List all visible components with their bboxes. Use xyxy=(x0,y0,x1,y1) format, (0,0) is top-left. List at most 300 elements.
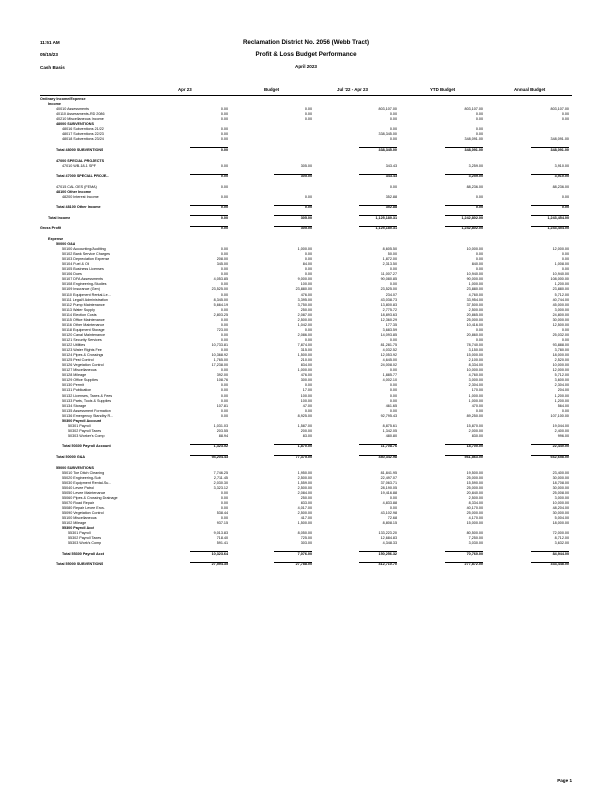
total-row xyxy=(0,205,612,210)
cell-value: 17,238.00 xyxy=(211,363,228,368)
column-header-apr23: Apr 23 xyxy=(178,87,192,92)
cell-value: 0.00 xyxy=(561,408,569,413)
cell-value: 33,954.00 xyxy=(466,297,483,302)
cell-value: 100.00 xyxy=(300,393,312,398)
page-number: Page 1 xyxy=(557,778,572,783)
cell-value: 303.00 xyxy=(300,541,312,546)
row-label: 50111 Legal/I Administration xyxy=(62,297,108,302)
cell-value: 15,000.00 xyxy=(466,353,483,358)
cell-value: 5,664.19 xyxy=(213,302,228,307)
subtotal-rule xyxy=(445,551,483,552)
row-label: 50133 Parts, Tools & Supplies xyxy=(62,398,112,403)
cell-value: 2,086.00 xyxy=(297,332,312,337)
cell-value: 14,093.85 xyxy=(380,332,397,337)
cell-value: 343.43 xyxy=(385,163,397,168)
cell-value: 1,765.00 xyxy=(213,358,228,363)
row-label: 50105 Business Licenses xyxy=(62,267,104,272)
cell-value: 3,910.00 xyxy=(554,174,569,179)
cell-value: 25,032.00 xyxy=(552,332,569,337)
cell-value: 23,525.00 xyxy=(380,287,397,292)
subtotal-rule xyxy=(190,562,228,563)
cell-value: 0.00 xyxy=(304,257,312,262)
cell-value: 0.00 xyxy=(304,194,312,199)
cell-value: 170.00 xyxy=(471,388,483,393)
cell-value: 461.65 xyxy=(385,403,397,408)
cell-value: 10,416.00 xyxy=(466,322,483,327)
cell-value: 0.00 xyxy=(475,127,483,132)
row-label: Total Income xyxy=(48,215,71,220)
cell-value: 476.00 xyxy=(300,373,312,378)
total-row xyxy=(0,148,612,153)
subtotal-rule xyxy=(359,455,397,456)
cell-value: 0.00 xyxy=(220,272,228,277)
cell-value: 5,712.00 xyxy=(554,373,569,378)
report-time: 11:51 AM xyxy=(40,40,60,45)
cell-value: 40,170.00 xyxy=(466,505,483,510)
row-label: 55080 Repair Levee Eros. xyxy=(62,505,105,510)
cell-value: 90,080.85 xyxy=(380,277,397,282)
row-label: Income xyxy=(48,102,61,107)
cell-value: 100.00 xyxy=(300,282,312,287)
cell-value: 18,000.00 xyxy=(552,521,569,526)
cell-value: 1,243,454.00 xyxy=(547,226,569,231)
cell-value: 3,030.00 xyxy=(468,541,483,546)
cell-value: 0.00 xyxy=(220,137,228,142)
subtotal-rule xyxy=(359,444,397,445)
cell-value: 90,000.00 xyxy=(466,277,483,282)
cell-value: 662,658.00 xyxy=(550,455,569,459)
cell-value: 3,323.12 xyxy=(213,485,228,490)
row-label: 40210 Miscellaneous Income xyxy=(56,117,104,122)
cell-value: 0.00 xyxy=(389,267,397,272)
cell-value: 2,030.30 xyxy=(213,480,228,485)
cell-value: 0.00 xyxy=(220,117,228,122)
cell-value: 1,000.00 xyxy=(297,247,312,252)
cell-value: 0.00 xyxy=(220,337,228,342)
row-label: 55301 Payroll xyxy=(68,531,91,536)
cell-value: 1,950.00 xyxy=(297,470,312,475)
cell-value: 0.00 xyxy=(389,368,397,373)
cell-value: 996.00 xyxy=(557,433,569,438)
cell-value: 23,525.00 xyxy=(211,287,228,292)
cell-value: 3,000.00 xyxy=(554,307,569,312)
cell-value: 333,448.00 xyxy=(550,562,569,567)
row-label: 50110 Equipment Rental-Le... xyxy=(62,292,111,297)
cell-value: 0.00 xyxy=(220,163,228,168)
row-label: 55090 Vegetation Control xyxy=(62,511,104,515)
cell-value: 803,107.00 xyxy=(464,107,483,112)
row-label: 55000 SUBVENTIONS xyxy=(56,465,94,470)
row-label: 50136 Emergency Standby R... xyxy=(62,413,114,418)
row-label: 47000 SPECIAL PROJECTS xyxy=(56,158,105,163)
cell-value: 234.07 xyxy=(385,292,397,297)
cell-value: 108,000.00 xyxy=(550,277,569,282)
report-basis: Cash Basis xyxy=(40,65,65,70)
cell-value: 0.00 xyxy=(475,132,483,137)
cell-value: 25,000.00 xyxy=(466,475,483,480)
cell-value: 8,925.00 xyxy=(297,413,312,418)
cell-value: 0.00 xyxy=(304,205,312,210)
cell-value: 84,944.00 xyxy=(552,551,569,556)
cell-value: 0.00 xyxy=(220,226,228,231)
subtotal-rule xyxy=(274,455,312,456)
cell-value: 2,520.00 xyxy=(554,358,569,363)
cell-value: 10,323.64 xyxy=(211,551,228,556)
cell-value: 12,500.00 xyxy=(552,322,569,327)
cell-value: 0.00 xyxy=(220,383,228,388)
cell-value: 4,348.33 xyxy=(382,541,397,546)
subtotal-rule xyxy=(359,174,397,175)
cell-value: 93,888.00 xyxy=(552,343,569,347)
cell-value: 0.00 xyxy=(304,252,312,257)
cell-value: 1,000.00 xyxy=(468,393,483,398)
cell-value: 348,091.00 xyxy=(464,137,483,142)
cell-value: 1,323.52 xyxy=(213,444,228,449)
row-label: 55102 Mileage xyxy=(62,521,87,526)
cell-value: 1,200.00 xyxy=(554,282,569,287)
cell-value: 13,800.83 xyxy=(380,302,397,307)
cell-value: 0.00 xyxy=(220,132,228,137)
cell-value: 2,803.25 xyxy=(213,312,228,317)
cell-value: 12,053.92 xyxy=(380,353,397,358)
total-row xyxy=(0,455,612,460)
cell-value: 0.00 xyxy=(220,348,228,353)
subtotal-rule xyxy=(190,215,228,216)
column-header-ytd-actual: Jul '22 - Apr 23 xyxy=(337,87,368,92)
organization-title: Reclamation District No. 2056 (Webb Tract) xyxy=(242,39,370,46)
cell-value: 0.00 xyxy=(475,205,483,210)
cell-value: 250.00 xyxy=(300,495,312,500)
cell-value: 0.00 xyxy=(220,408,228,413)
subtotal-rule xyxy=(445,205,483,206)
cell-value: 1,000.00 xyxy=(468,282,483,287)
row-label: 50135 Assessment Formation xyxy=(62,408,111,413)
cell-value: 25,000.00 xyxy=(466,511,483,515)
cell-value: 0.00 xyxy=(220,516,228,521)
total-row xyxy=(0,226,612,231)
row-label: 50107 DFA Assessments xyxy=(62,277,103,282)
cell-value: 20,840.00 xyxy=(466,490,483,495)
subtotal-rule xyxy=(274,551,312,552)
subtotal-rule xyxy=(359,226,397,227)
cell-value: 0.00 xyxy=(389,137,397,142)
total-row xyxy=(0,562,612,567)
row-label: 50120 Canal Maintenance xyxy=(62,332,106,337)
subtotal-rule xyxy=(274,215,312,216)
cell-value: 88.94 xyxy=(218,433,228,438)
cell-value: 2,500.00 xyxy=(297,475,312,480)
row-label: Total 55000 SUBVENTIONS xyxy=(56,562,104,567)
cell-value: 203.55 xyxy=(216,428,228,433)
row-label: Total 55300 Payroll Acct xyxy=(62,551,105,556)
cell-value: 25,008.00 xyxy=(552,490,569,495)
subtotal-rule xyxy=(531,205,569,206)
cell-value: 0.00 xyxy=(561,267,569,272)
row-label: 55040 Levee Patrol xyxy=(62,485,94,490)
cell-value: 4,002.10 xyxy=(382,378,397,383)
row-label: Total 50000 G&A xyxy=(56,455,86,459)
cell-value: 83.00 xyxy=(302,433,312,438)
cell-value: 305.00 xyxy=(300,163,312,168)
cell-value: 0.00 xyxy=(220,490,228,495)
row-label: 50127 Miscellaneous xyxy=(62,368,97,373)
cell-value: 210.00 xyxy=(300,358,312,363)
cell-value: 20,865.00 xyxy=(466,312,483,317)
cell-value: 18,000.00 xyxy=(552,353,569,358)
cell-value: 25,000.00 xyxy=(466,485,483,490)
cell-value: 3,780.00 xyxy=(554,348,569,353)
cell-value: 30,000.00 xyxy=(552,475,569,480)
cell-value: 11,007.27 xyxy=(380,272,397,277)
cell-value: 8,875.61 xyxy=(382,423,397,428)
cell-value: 78,740.00 xyxy=(466,343,483,347)
cell-value: 3,000.00 xyxy=(554,495,569,500)
cell-value: 277,872.00 xyxy=(464,562,483,567)
cell-value: 9,000.00 xyxy=(297,277,312,282)
cell-value: 22,497.07 xyxy=(380,475,397,480)
cell-value: 47.00 xyxy=(302,403,312,408)
table-row xyxy=(0,195,612,200)
column-header-budget: Budget xyxy=(264,87,280,92)
subtotal-rule xyxy=(445,215,483,216)
cell-value: 43,102.98 xyxy=(380,511,397,515)
report-title: Profit & Loss Budget Performance xyxy=(255,51,357,58)
cell-value: 480.80 xyxy=(385,433,397,438)
cell-value: 1,031.03 xyxy=(213,423,228,428)
cell-value: 3,683.59 xyxy=(382,327,397,332)
row-label: 50113 Water Supply xyxy=(62,307,96,312)
subtotal-rule xyxy=(190,147,228,148)
table-row xyxy=(0,434,612,439)
cell-value: 1,000.00 xyxy=(468,398,483,403)
cell-value: 591.41 xyxy=(216,541,228,546)
cell-value: 2,084.00 xyxy=(297,490,312,495)
cell-value: 3,259.00 xyxy=(468,174,483,179)
cell-value: 0.00 xyxy=(220,322,228,327)
cell-value: 30,000.00 xyxy=(552,511,569,515)
row-label: Expense xyxy=(48,236,64,241)
row-label: 48100 Other Income xyxy=(56,189,92,194)
cell-value: 23,880.00 xyxy=(295,287,312,292)
cell-value: 0.00 xyxy=(220,282,228,287)
cell-value: 0.00 xyxy=(389,505,397,510)
cell-value: 3,600.00 xyxy=(554,378,569,383)
cell-value: 28,190.05 xyxy=(380,485,397,490)
cell-value: 0.00 xyxy=(389,112,397,117)
cell-value: 10,940.00 xyxy=(552,272,569,277)
cell-value: 833.00 xyxy=(300,500,312,505)
cell-value: 0.00 xyxy=(561,194,569,199)
cell-value: 0.00 xyxy=(304,272,312,277)
cell-value: 2,313.50 xyxy=(382,262,397,267)
subtotal-rule xyxy=(274,205,312,206)
cell-value: 1,870.00 xyxy=(297,444,312,449)
row-label: 50134 Storage xyxy=(62,403,87,408)
row-label: 50302 Payroll Taxes xyxy=(68,428,102,433)
cell-value: 476.00 xyxy=(300,292,312,297)
cell-value: 412,710.70 xyxy=(378,562,397,567)
cell-value: 0.00 xyxy=(220,505,228,510)
row-label: Total 50300 Payroll Account xyxy=(62,444,111,449)
cell-value: 0.00 xyxy=(220,388,228,393)
cell-value: 27,594.35 xyxy=(211,562,228,567)
cell-value: 0.00 xyxy=(389,117,397,122)
row-label: 50104 Fuel & Oil xyxy=(62,262,90,267)
cell-value: 0.00 xyxy=(220,247,228,252)
cell-value: 12,684.83 xyxy=(380,536,397,541)
cell-value: 18,700.00 xyxy=(466,444,483,449)
cell-value: 17.00 xyxy=(302,388,312,393)
subtotal-rule xyxy=(531,551,569,552)
cell-value: 4,017.00 xyxy=(297,505,312,510)
cell-value: 88,236.00 xyxy=(552,184,569,189)
cell-value: 4,760.00 xyxy=(468,373,483,378)
cell-value: 0.00 xyxy=(220,500,228,505)
cell-value: 352.88 xyxy=(385,205,397,210)
cell-value: 72,000.00 xyxy=(552,531,569,536)
cell-value: 803,107.00 xyxy=(378,107,397,112)
cell-value: 561,863.00 xyxy=(464,455,483,459)
row-label: Total 48100 Other Income xyxy=(56,205,101,210)
cell-value: 50.00 xyxy=(387,252,397,257)
cell-value: 0.00 xyxy=(475,112,483,117)
cell-value: 937.15 xyxy=(216,521,228,526)
cell-value: 0.00 xyxy=(220,292,228,297)
cell-value: 0.00 xyxy=(220,307,228,312)
cell-value: 18,893.63 xyxy=(380,312,397,317)
cell-value: 0.00 xyxy=(389,127,397,132)
subtotal-rule xyxy=(531,215,569,216)
cell-value: 2,711.45 xyxy=(213,475,228,480)
cell-value: 10,368.92 xyxy=(211,353,228,358)
subtotal-rule xyxy=(190,226,228,227)
cell-value: 0.00 xyxy=(220,393,228,398)
cell-value: 0.00 xyxy=(561,112,569,117)
cell-value: 88,236.00 xyxy=(466,184,483,189)
subtotal-rule xyxy=(190,551,228,552)
row-label: 55020 Engineering-Sub xyxy=(62,475,101,480)
cell-value: 1,500.00 xyxy=(297,521,312,526)
cell-value: 19,044.00 xyxy=(552,423,569,428)
subtotal-rule xyxy=(359,551,397,552)
subtotal-rule xyxy=(359,215,397,216)
row-label: 55060 Pipes & Crossing Drainage xyxy=(62,495,118,500)
cell-value: 0.00 xyxy=(220,317,228,322)
cell-value: 0.00 xyxy=(561,252,569,257)
cell-value: 0.00 xyxy=(389,337,397,342)
cell-value: 8,712.00 xyxy=(554,536,569,541)
cell-value: 2,087.00 xyxy=(297,312,312,317)
header-rule xyxy=(40,95,572,96)
row-label: Gross Profit xyxy=(40,226,62,231)
cell-value: 0.00 xyxy=(220,398,228,403)
cell-value: 12,360.29 xyxy=(380,317,397,322)
cell-value: 345.00 xyxy=(216,262,228,267)
row-label: 48000 SUBVENTIONS xyxy=(56,122,94,127)
cell-value: 4,053.85 xyxy=(213,277,228,282)
cell-value: 10,940.00 xyxy=(466,272,483,277)
cell-value: 338,345.00 xyxy=(378,147,397,152)
cell-value: 30,000.00 xyxy=(552,317,569,322)
cell-value: 2,500.00 xyxy=(297,511,312,515)
cell-value: 4,170.00 xyxy=(468,516,483,521)
cell-value: 25,000.00 xyxy=(466,317,483,322)
cell-value: 470.00 xyxy=(471,403,483,408)
table-row xyxy=(0,164,612,169)
subtotal-rule xyxy=(531,455,569,456)
row-label: 55070 Road Repair xyxy=(62,500,94,505)
row-label: 50102 Bank Service Charges xyxy=(62,252,110,257)
cell-value: 150,256.32 xyxy=(378,551,397,556)
subtotal-rule xyxy=(531,226,569,227)
cell-value: 0.00 xyxy=(220,112,228,117)
cell-value: 10,000.00 xyxy=(552,500,569,505)
cell-value: 1,008.00 xyxy=(554,262,569,267)
table-row xyxy=(0,137,612,142)
subtotal-rule xyxy=(190,444,228,445)
cell-value: 0.00 xyxy=(561,205,569,210)
row-label: 50116 Other Maintenance xyxy=(62,322,105,327)
row-label: 47015 CAL OES (FEMA) xyxy=(56,184,97,189)
cell-value: 27,788.00 xyxy=(295,562,312,567)
cell-value: 2,500.00 xyxy=(297,485,312,490)
cell-value: 0.00 xyxy=(389,388,397,393)
subtotal-rule xyxy=(190,205,228,206)
subtotal-rule xyxy=(531,147,569,148)
row-label: 55100 Miscellaneous xyxy=(62,516,97,521)
cell-value: 417.00 xyxy=(300,516,312,521)
cell-value: 19,416.88 xyxy=(380,490,397,495)
row-label: 40010 Assessments xyxy=(56,107,90,112)
cell-value: 7,746.25 xyxy=(213,470,228,475)
cell-value: 18,708.00 xyxy=(552,480,569,485)
row-label: Total 48000 SUBVENTIONS xyxy=(56,147,104,152)
cell-value: 4,645.00 xyxy=(382,358,397,363)
row-label: 50129 Office Supplies xyxy=(62,378,99,383)
subtotal-rule xyxy=(274,562,312,563)
cell-value: 24,008.02 xyxy=(380,363,397,368)
cell-value: 37,063.71 xyxy=(380,480,397,485)
cell-value: 0.00 xyxy=(475,194,483,199)
cell-value: 7,076.00 xyxy=(297,551,312,556)
subtotal-rule xyxy=(359,147,397,148)
cell-value: 2,304.00 xyxy=(554,383,569,388)
cell-value: 3,910.00 xyxy=(554,163,569,168)
cell-value: 718.40 xyxy=(216,536,228,541)
total-row xyxy=(0,174,612,179)
row-label: 50128 Mileage xyxy=(62,373,87,378)
cell-value: 0.00 xyxy=(220,107,228,112)
row-label: 50126 Vegetation Control xyxy=(62,363,104,368)
cell-value: 0.00 xyxy=(304,408,312,413)
cell-value: 80,500.00 xyxy=(466,531,483,536)
cell-value: 1,500.00 xyxy=(297,353,312,358)
subtotal-rule xyxy=(274,444,312,445)
cell-value: 12,000.00 xyxy=(552,368,569,373)
cell-value: 0.00 xyxy=(475,327,483,332)
report-date: 05/15/23 xyxy=(40,52,58,57)
cell-value: 84.00 xyxy=(302,262,312,267)
cell-value: 0.00 xyxy=(220,368,228,373)
cell-value: 0.00 xyxy=(220,495,228,500)
cell-value: 0.00 xyxy=(220,267,228,272)
cell-value: 5,004.00 xyxy=(554,516,569,521)
cell-value: 3,750.00 xyxy=(297,302,312,307)
row-label: 50112 Pump Maintenance xyxy=(62,302,105,307)
cell-value: 840.00 xyxy=(471,262,483,267)
subtotal-rule xyxy=(274,174,312,175)
cell-value: 348,091.00 xyxy=(464,147,483,152)
